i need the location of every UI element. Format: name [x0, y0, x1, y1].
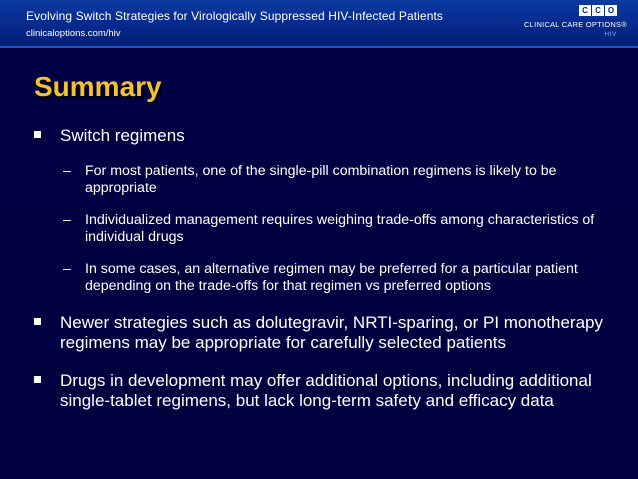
- logo-name: CLINICAL CARE OPTIONS®: [524, 20, 627, 29]
- square-bullet-icon: [34, 131, 41, 138]
- header-bar: [0, 0, 638, 48]
- sub-bullet-text: In some cases, an alternative regimen may be preferred for a particular patient depending on the trade-offs for that regimen vs preferred options: [85, 261, 578, 294]
- logo-mark-icon: [579, 5, 617, 16]
- logo-mark-letter: O: [605, 5, 617, 16]
- sub-bullet-text: For most patients, one of the single-pill combination regimens is likely to be appropriate: [85, 163, 557, 196]
- logo-mark-letter: C: [592, 5, 604, 16]
- bullet-text: Newer strategies such as dolutegravir, NRTI-sparing, or PI monotherapy regimens may be appropriate for carefully selected patients: [60, 313, 603, 352]
- dash-bullet-icon: –: [63, 163, 71, 179]
- logo-mark-letter: C: [579, 5, 591, 16]
- header-title: Evolving Switch Strategies for Virologically Suppressed HIV-Infected Patients: [26, 9, 444, 23]
- bullet-item: [34, 313, 614, 353]
- sub-bullet-text: Individualized management requires weighing trade-offs among characteristics of individual drugs: [85, 212, 595, 245]
- sub-bullet-item: [34, 163, 614, 197]
- sub-bullet-item: [34, 212, 614, 246]
- bullet-text: Switch regimens: [60, 126, 185, 145]
- dash-bullet-icon: –: [63, 261, 71, 277]
- square-bullet-icon: [34, 376, 41, 383]
- dash-bullet-icon: –: [63, 212, 71, 228]
- slide-title: Summary: [34, 71, 162, 102]
- header-url: clinicaloptions.com/hiv: [26, 28, 121, 39]
- logo-sub: HIV: [604, 31, 617, 38]
- bullet-item: [34, 126, 614, 146]
- slide-content: [34, 126, 614, 411]
- clinical-care-options-logo: [524, 5, 627, 41]
- sub-bullet-item: [34, 261, 614, 295]
- bullet-item: [34, 371, 614, 411]
- bullet-text: Drugs in development may offer additional options, including additional single-tablet regimens, but lack long-term safety and efficacy data: [60, 371, 592, 410]
- square-bullet-icon: [34, 318, 41, 325]
